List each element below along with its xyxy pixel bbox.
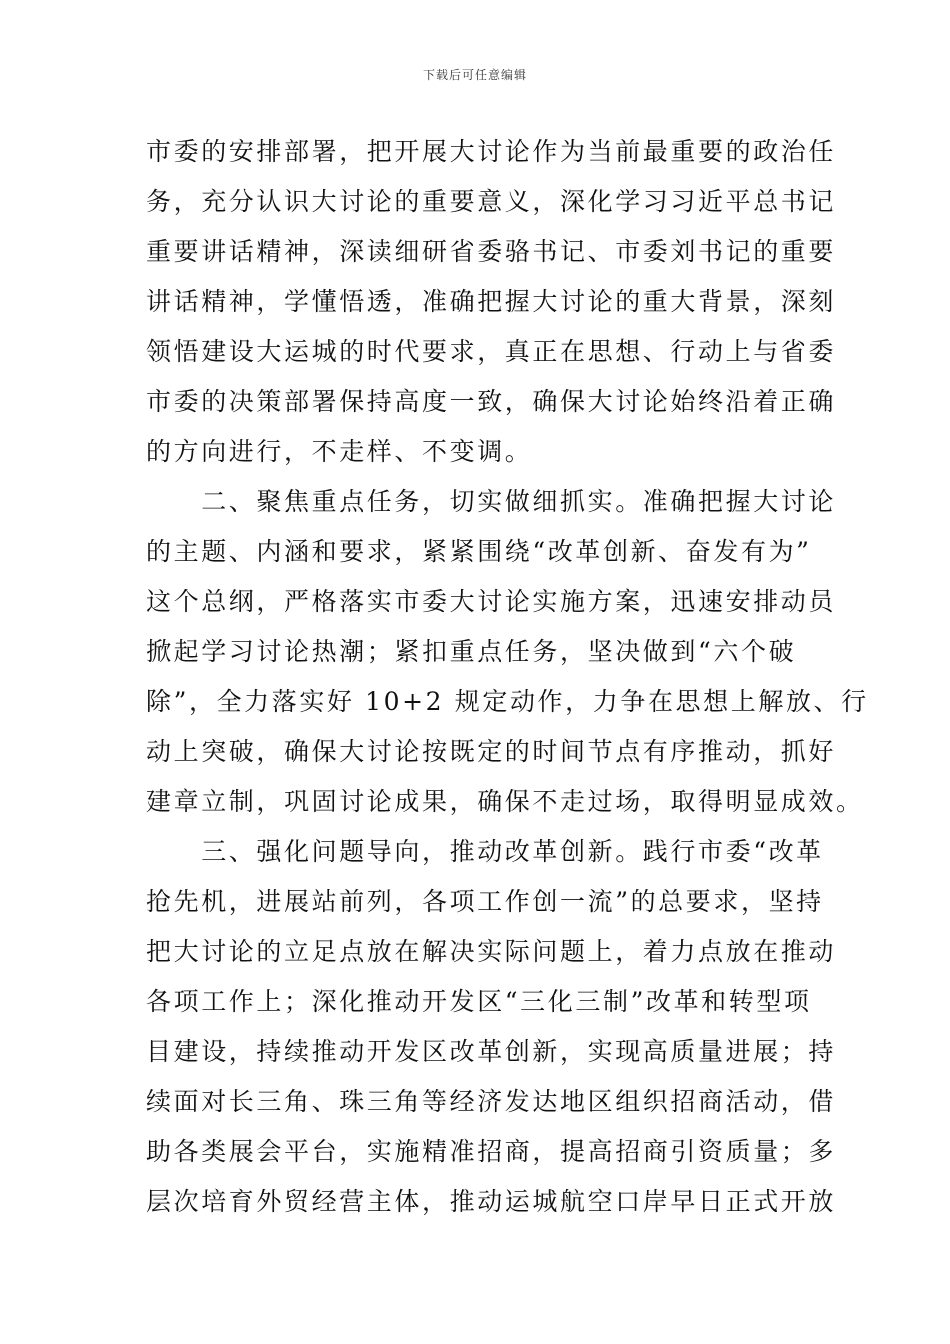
text-line: 的主题、内涵和要求，紧紧围绕“改革创新、奋发有为” (146, 537, 812, 566)
text-line: 目建设，持续推动开发区改革创新，实现高质量进展；持 (146, 1037, 837, 1066)
text-line: 讲话精神，学懂悟透，准确把握大讨论的重大背景，深刻 (146, 287, 837, 316)
text-line: 二、聚焦重点任务，切实做细抓实。准确把握大讨论 (146, 487, 837, 516)
text-line: 务，充分认识大讨论的重要意义，深化学习习近平总书记 (146, 187, 837, 216)
text-line: 这个总纲，严格落实市委大讨论实施方案，迅速安排动员 (146, 587, 837, 616)
text-line: 领悟建设大运城的时代要求，真正在思想、行动上与省委 (146, 337, 837, 366)
text-line: 的方向进行，不走样、不变调。 (146, 437, 533, 466)
text-line: 动上突破，确保大讨论按既定的时间节点有序推动，抓好 (146, 737, 837, 766)
text-line: 把大讨论的立足点放在解决实际问题上，着力点放在推动 (146, 937, 837, 966)
text-line: 三、强化问题导向，推动改革创新。践行市委“改革 (146, 837, 824, 866)
text-line: 掀起学习讨论热潮；紧扣重点任务，坚决做到“六个破 (146, 637, 797, 666)
text-line: 重要讲话精神，深读细研省委骆书记、市委刘书记的重要 (146, 237, 837, 266)
text-line: 建章立制，巩固讨论成果，确保不走过场，取得明显成效。 (146, 787, 864, 816)
text-line: 各项工作上；深化推动开发区“三化三制”改革和转型项 (146, 987, 812, 1016)
text-line: 市委的安排部署，把开展大讨论作为当前最重要的政治任 (146, 137, 837, 166)
text-line: 市委的决策部署保持高度一致，确保大讨论始终沿着正确 (146, 387, 837, 416)
header-note: 下载后可任意编辑 (422, 68, 527, 82)
text-line: 抢先机，进展站前列，各项工作创一流”的总要求，坚持 (146, 887, 824, 916)
text-line: 除”，全力落实好 10+2 规定动作，力争在思想上解放、行 (146, 687, 869, 716)
text-line: 层次培育外贸经营主体，推动运城航空口岸早日正式开放 (146, 1187, 837, 1216)
document-body (146, 127, 869, 1227)
text-line: 续面对长三角、珠三角等经济发达地区组织招商活动，借 (146, 1087, 837, 1116)
text-line: 助各类展会平台，实施精准招商，提高招商引资质量；多 (146, 1137, 837, 1166)
